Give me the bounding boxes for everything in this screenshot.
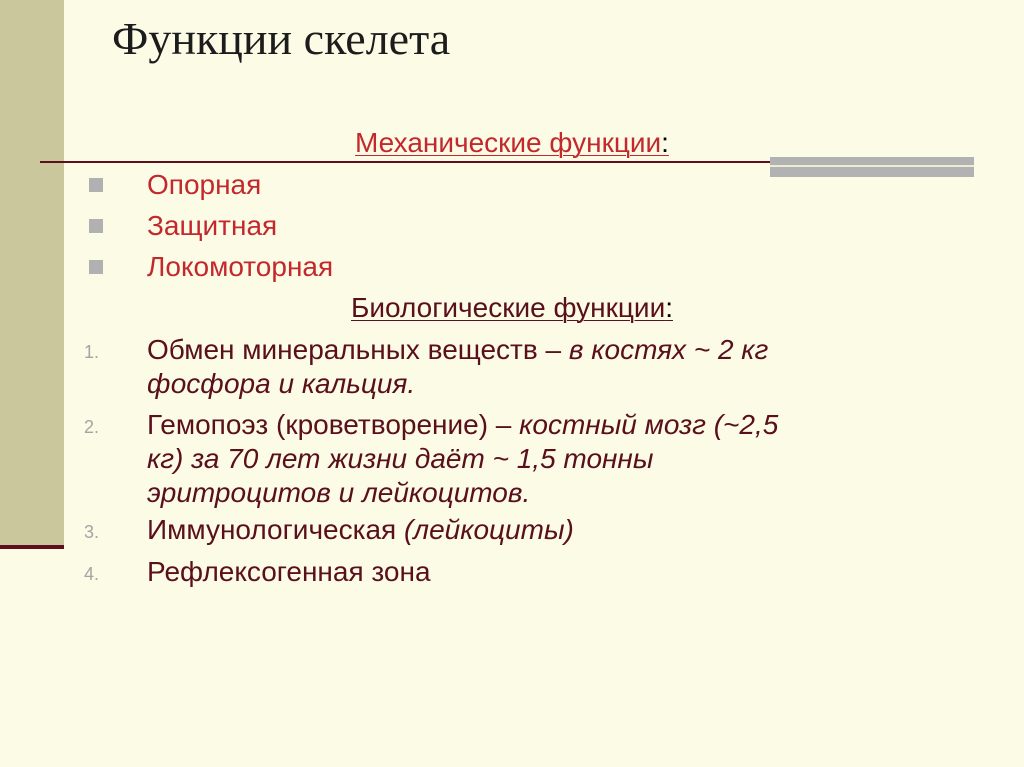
- list-item-lead: Гемопоэз (кроветворение) –: [147, 409, 520, 440]
- decorative-top-rule: [40, 161, 772, 163]
- list-item: [0, 249, 900, 285]
- list-item-lead: Рефлексогенная зона: [147, 556, 431, 587]
- list-item-text: [147, 513, 947, 547]
- list-number: 2.: [84, 417, 100, 437]
- list-number: 3.: [84, 522, 100, 542]
- list-item: [0, 167, 900, 203]
- list-item-detail: костный мозг (~2,5: [519, 409, 779, 440]
- list-item-text: Опорная: [147, 169, 262, 200]
- list-number: 4.: [84, 564, 100, 584]
- square-bullet-icon: [89, 178, 103, 192]
- biological-functions-heading: [0, 291, 1024, 325]
- mechanical-heading-colon: :: [661, 127, 669, 158]
- biological-heading-text: Биологические функции: [351, 292, 666, 323]
- biological-heading-colon: :: [665, 292, 673, 323]
- list-number: 1.: [84, 342, 100, 362]
- list-item-text: [147, 333, 947, 401]
- list-item-text: Локомоторная: [147, 251, 334, 282]
- list-item: [0, 208, 900, 244]
- list-item-text: [147, 555, 947, 589]
- decorative-side-rule: [0, 545, 64, 549]
- list-item-detail-continued: фосфора и кальция.: [147, 368, 416, 399]
- list-item-lead: Иммунологическая: [147, 514, 404, 545]
- list-item-text: Защитная: [147, 210, 278, 241]
- list-item-lead: Обмен минеральных веществ –: [147, 334, 569, 365]
- square-bullet-icon: [89, 219, 103, 233]
- list-item-detail-continued: эритроцитов и лейкоцитов.: [147, 477, 531, 508]
- list-item-detail: в костях ~ 2 кг: [568, 334, 769, 365]
- list-item-text: [147, 408, 947, 510]
- list-item-detail-continued: кг) за 70 лет жизни даёт ~ 1,5 тонны: [147, 443, 654, 474]
- mechanical-heading-text: Механические функции: [355, 127, 662, 158]
- mechanical-functions-heading: [0, 126, 1024, 160]
- square-bullet-icon: [89, 260, 103, 274]
- slide-title: Функции скелета: [112, 13, 451, 64]
- list-item-detail: (лейкоциты): [403, 514, 574, 545]
- list-item-line: [147, 333, 947, 367]
- list-item-line: [147, 513, 947, 547]
- list-item-line: [147, 408, 947, 442]
